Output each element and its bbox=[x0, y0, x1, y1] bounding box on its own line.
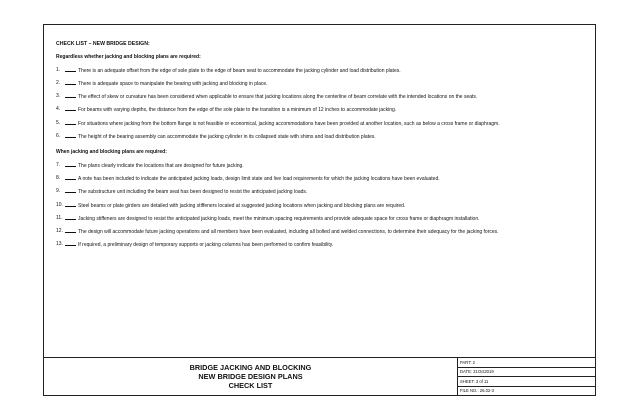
checklist-item-number: 9. bbox=[56, 188, 61, 195]
checklist-item-body bbox=[65, 133, 578, 140]
checklist-item bbox=[56, 80, 578, 87]
title-line-1: BRIDGE JACKING AND BLOCKING bbox=[189, 363, 312, 372]
date-label: DATE: 31Oct2019 bbox=[458, 368, 595, 378]
checklist-item-body bbox=[65, 175, 578, 182]
section2-title: When jacking and blocking plans are required: bbox=[56, 149, 167, 156]
checklist-item-body bbox=[65, 202, 578, 209]
checklist-item-body bbox=[65, 67, 578, 74]
checkbox-blank-line[interactable] bbox=[65, 67, 76, 72]
checklist-item-text: The height of the bearing assembly can accommodate the jacking cylinder in its collapsed state with shims and load distribution plates. bbox=[78, 134, 376, 141]
checkbox-blank-line[interactable] bbox=[65, 120, 76, 125]
checklist-item-body bbox=[65, 215, 578, 222]
checklist-item-text: The design will accommodate future jacking operations and all members have been evaluated, including all bolted and welded connections, to determine their adequacy for the jacking forces. bbox=[78, 229, 499, 236]
checklist-item bbox=[56, 175, 578, 182]
checklist-item bbox=[56, 241, 578, 248]
title-block-main bbox=[44, 358, 458, 395]
checklist-item-text: For beams with varying depths, the distance from the edge of the sole plate to the transition is a minimum of 12 inches to accommodate jacking. bbox=[78, 107, 397, 114]
section1-items bbox=[56, 67, 578, 141]
checklist-item-number: 12. bbox=[56, 228, 63, 235]
checklist-item-body bbox=[65, 241, 578, 248]
section1-title: Regardless whether jacking and blocking plans are required: bbox=[56, 54, 201, 61]
checklist-item-text: If required, a preliminary design of temporary supports or jacking columns has been performed to confirm feasibility. bbox=[78, 242, 334, 249]
checklist-item-number: 13. bbox=[56, 241, 63, 248]
checklist-item-body bbox=[65, 80, 578, 87]
checklist-item-number: 7. bbox=[56, 161, 61, 168]
checkbox-blank-line[interactable] bbox=[65, 80, 76, 85]
checkbox-blank-line[interactable] bbox=[65, 93, 76, 98]
checklist-item-number: 6. bbox=[56, 133, 61, 140]
checklist-item bbox=[56, 215, 578, 222]
checklist-item bbox=[56, 162, 578, 169]
checklist-item-text: For situations where jacking from the bottom flange is not feasible or economical, jacking accommodations have been provided at another location, such as below a cross frame or diaphragm. bbox=[78, 120, 500, 127]
sheet-label: SHEET: 3 of 11 bbox=[458, 377, 595, 387]
checklist-heading: CHECK LIST – NEW BRIDGE DESIGN: bbox=[56, 41, 150, 47]
checklist-item bbox=[56, 120, 578, 127]
checklist-item-text: There is adequate space to manipulate the bearing with jacking and blocking in place. bbox=[78, 80, 268, 87]
checklist-item-number: 3. bbox=[56, 93, 61, 100]
checkbox-blank-line[interactable] bbox=[65, 215, 76, 220]
checklist-item bbox=[56, 67, 578, 74]
checklist-item bbox=[56, 188, 578, 195]
checklist-item-body bbox=[65, 162, 578, 169]
title-block-meta bbox=[458, 358, 595, 395]
checklist-item bbox=[56, 106, 578, 113]
checklist-item-number: 11. bbox=[56, 214, 63, 221]
checklist-item bbox=[56, 93, 578, 100]
checklist-item-body bbox=[65, 120, 578, 127]
checkbox-blank-line[interactable] bbox=[65, 202, 76, 207]
checkbox-blank-line[interactable] bbox=[65, 133, 76, 138]
checklist-item-text: A note has been included to indicate the anticipated jacking loads, design limit state and live load requirements for which the jacking locations have been evaluated. bbox=[78, 175, 440, 182]
checklist-item-text: The plans clearly indicate the locations that are designed for future jacking. bbox=[78, 162, 244, 169]
checklist-item-number: 5. bbox=[56, 119, 61, 126]
checklist-item bbox=[56, 228, 578, 235]
checkbox-blank-line[interactable] bbox=[65, 228, 76, 233]
checkbox-blank-line[interactable] bbox=[65, 241, 76, 246]
checklist-item bbox=[56, 202, 578, 209]
drawing-sheet bbox=[43, 24, 596, 396]
checkbox-blank-line[interactable] bbox=[65, 162, 76, 167]
checkbox-blank-line[interactable] bbox=[65, 188, 76, 193]
checklist-item-body bbox=[65, 106, 578, 113]
checklist-item-number: 2. bbox=[56, 79, 61, 86]
checklist-item-number: 8. bbox=[56, 174, 61, 181]
checklist-item bbox=[56, 133, 578, 140]
checkbox-blank-line[interactable] bbox=[65, 106, 76, 111]
checklist-item-text: There is an adequate offset from the edge of sole plate to the edge of beam seat to accommodate the jacking cylinder and load distribution plates. bbox=[78, 67, 401, 74]
checklist-item-number: 10. bbox=[56, 201, 63, 208]
section2-items bbox=[56, 162, 578, 249]
checklist-item-text: The substructure unit including the beam seat has been designed to resist the anticipated jacking loads. bbox=[78, 189, 308, 196]
checklist-item-number: 4. bbox=[56, 106, 61, 113]
checkbox-blank-line[interactable] bbox=[65, 175, 76, 180]
title-block bbox=[44, 357, 595, 395]
title-line-2: NEW BRIDGE DESIGN PLANS bbox=[198, 372, 303, 381]
file-number-label: FILE NO.: 26.02-3 bbox=[460, 388, 494, 394]
checklist-item-body bbox=[65, 228, 578, 235]
checklist-item-text: Jacking stiffeners are designed to resist the anticipated jacking loads, meet the minimum spacing requirements and provide adequate space for cross frame or diaphragm installation. bbox=[78, 215, 480, 222]
checklist-item-text: Steel beams or plate girders are detailed with jacking stiffeners located at suggested jacking locations when jacking and blocking plans are required. bbox=[78, 202, 406, 209]
checklist-item-body bbox=[65, 93, 578, 100]
checklist-item-number: 1. bbox=[56, 66, 61, 73]
checklist-item-body bbox=[65, 188, 578, 195]
checklist-content bbox=[56, 41, 578, 258]
title-line-3: CHECK LIST bbox=[228, 381, 273, 390]
part-label: PART: 2 bbox=[458, 358, 595, 368]
checklist-item-text: The effect of skew or curvature has been considered when applicable to ensure that jacking locations along the centerline of beam correlate with the intended locations on the seats. bbox=[78, 94, 478, 101]
